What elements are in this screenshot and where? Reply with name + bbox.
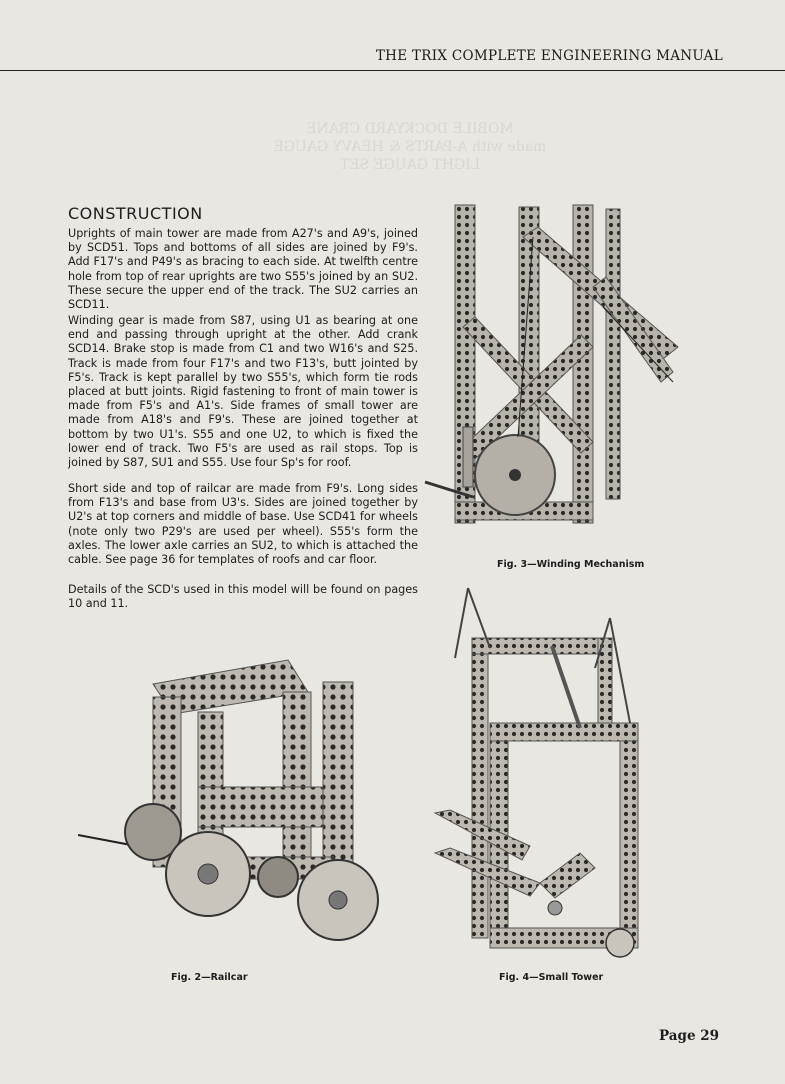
winding-mechanism-image [423, 197, 693, 542]
figure-caption: Fig. 2—Railcar [171, 972, 248, 983]
figure-caption: Fig. 3—Winding Mechanism [497, 559, 645, 570]
small-tower-image [430, 578, 650, 963]
running-header: THE TRIX COMPLETE ENGINEERING MANUAL [375, 48, 723, 64]
construction-paragraph: Short side and top of railcar are made from F9's. Long sides from F13's and base from U3's. Sides are joined together by U2's at top corners and middle of base. Use SCD41 for wheels (note only two P29's are used per wheel). S55's form the axles. The lower axle carries an SU2, to which is attached the cable. See page 36 for templates of roofs and car floor. [68, 482, 418, 567]
construction-paragraph: Details of the SCD's used in this model will be found on pages 10 and 11. [68, 583, 418, 611]
construction-paragraph: Uprights of main tower are made from A27's and A9's, joined by SCD51. Tops and bottoms of all sides are joined by F9's. Add F17's and P49's as bracing to each side. At twelfth centre hole from top of rear uprights are two S55's joined by an SU2. These secure the upper end of the track. The SU2 carries an SCD11. [68, 227, 418, 312]
page-number: Page 29 [659, 1028, 720, 1044]
construction-paragraph: Winding gear is made from S87, using U1 as bearing at one end and passing through upright at the other. Add crank SCD14. Brake stop is made from C1 and two W16's and S25. Track is made from four F17's and two F13's, butt jointed by F5's. Track is kept parallel by two S55's, which form tie rods placed at butt joints. Rigid fastening to front of main tower is made from F5's and A1's. Side frames of small tower are made from A18's and F9's. These are joined together at bottom by two U1's. S55 and one U2, to which is fixed the lower end of track. Two F5's are used as rail stops. Top is joined by S87, SU1 and S55. Use four Sp's for roof. [68, 314, 418, 470]
figure-caption: Fig. 4—Small Tower [499, 972, 604, 983]
railcar-image [78, 652, 383, 942]
show-through-text: MOBILE DOCKYARD CRANE made with A-PARTS & HEAVY GAUGE LIGHT GAUGE SET [273, 121, 547, 173]
header-rule [0, 70, 785, 71]
section-heading: CONSTRUCTION [68, 204, 203, 223]
